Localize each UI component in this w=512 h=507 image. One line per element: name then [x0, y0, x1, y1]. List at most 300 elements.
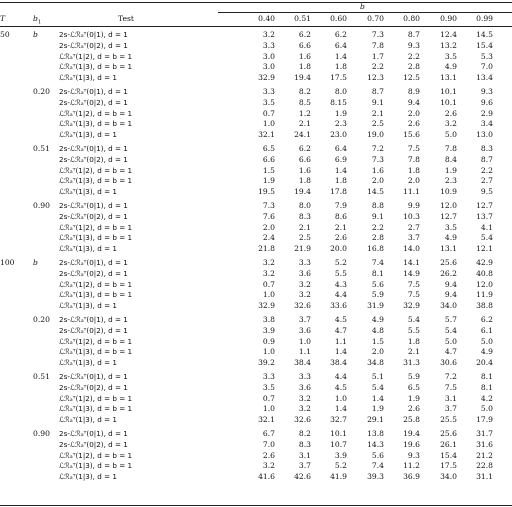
cell-value: 2.0: [371, 347, 384, 357]
cell-value: 1.9: [262, 176, 275, 186]
cell-value: 3.0: [262, 51, 275, 61]
cell-value: 12.5: [403, 73, 420, 83]
cell-value: 20.4: [476, 358, 493, 368]
cell-value: 38.4: [294, 358, 311, 368]
cell-value: 7.9: [334, 201, 347, 210]
cell-value: 8.1: [480, 372, 493, 381]
cell-value: 1.6: [371, 165, 384, 175]
cell-value: 3.2: [298, 279, 311, 289]
cell-value: 3.7: [298, 461, 311, 471]
cell-value: 23.0: [330, 130, 347, 140]
cell-value: 32.7: [330, 415, 347, 425]
cell-value: 8.9: [407, 87, 420, 96]
table-row: [0, 244, 512, 254]
cell-value: 4.5: [334, 382, 347, 392]
cell-value: 34.8: [367, 358, 384, 368]
cell-test: ℒℛₐᵀ(1|3), d = b = 1: [59, 461, 133, 471]
cell-value: 8.0: [298, 201, 311, 210]
cell-value: 12.1: [476, 244, 493, 254]
cell-value: 12.0: [476, 279, 493, 289]
cell-value: 5.9: [371, 290, 384, 300]
cell-value: 8.15: [330, 97, 347, 107]
cell-value: 1.0: [334, 393, 347, 403]
cell-value: 14.9: [403, 268, 420, 278]
cell-value: 9.4: [444, 279, 457, 289]
cell-value: 19.0: [367, 130, 384, 140]
cell-value: 1.8: [298, 62, 311, 72]
cell-value: 5.0: [444, 336, 457, 346]
cell-value: 2.0: [407, 176, 420, 186]
cell-value: 3.2: [262, 258, 275, 267]
cell-value: 3.2: [262, 461, 275, 471]
cell-value: 4.2: [480, 393, 493, 403]
table-row: [0, 429, 512, 439]
cell-test: ℒℛₐᵀ(1|3), d = b = 1: [59, 119, 133, 129]
table-row: [0, 52, 512, 62]
table-row: [0, 233, 512, 243]
table-row: [0, 472, 512, 482]
cell-value: 6.5: [407, 382, 420, 392]
cell-test: 2s-ℒℛₐᵀ(0|1), d = 1: [59, 315, 128, 324]
cell-value: 32.6: [294, 415, 311, 425]
cell-value: 12.4: [440, 30, 457, 39]
cell-value: 13.7: [476, 211, 493, 221]
cell-value: 5.4: [444, 325, 457, 335]
cell-test: 2s-ℒℛₐᵀ(0|1), d = 1: [59, 201, 128, 210]
cell-test: ℒℛₐᵀ(1|3), d = 1: [59, 244, 117, 254]
cell-value: 7.5: [407, 290, 420, 300]
cell-value: 3.5: [444, 222, 457, 232]
cell-value: 2.6: [334, 233, 347, 243]
cell-value: 2.2: [371, 222, 384, 232]
cell-value: 1.9: [407, 393, 420, 403]
cell-value: 4.3: [334, 279, 347, 289]
cell-value: 19.5: [258, 187, 275, 197]
cell-value: 1.4: [334, 404, 347, 414]
cell-value: 7.3: [371, 154, 384, 164]
cell-value: 16.8: [367, 244, 384, 254]
cell-value: 17.5: [330, 73, 347, 83]
cell-value: 7.8: [371, 40, 384, 50]
cell-test: 2s-ℒℛₐᵀ(0|2), d = 1: [59, 154, 128, 164]
cell-value: 10.1: [440, 87, 457, 96]
cell-value: 10.3: [403, 211, 420, 221]
cell-value: 40.8: [476, 268, 493, 278]
cell-value: 14.3: [367, 439, 384, 449]
cell-value: 2.2: [480, 165, 493, 175]
cell-test: ℒℛₐᵀ(1|2), d = b = 1: [59, 450, 133, 460]
cell-value: 1.0: [298, 336, 311, 346]
cell-value: 42.6: [294, 472, 311, 482]
cell-value: 31.7: [476, 429, 493, 438]
cell-value: 6.5: [262, 144, 275, 153]
cell-value: 14.5: [367, 187, 384, 197]
cell-value: 12.7: [440, 211, 457, 221]
cell-value: 1.8: [407, 336, 420, 346]
cell-value: 2.6: [407, 404, 420, 414]
table-row: [0, 383, 512, 393]
top-rule: [0, 2, 512, 3]
cell-value: 1.8: [334, 176, 347, 186]
cell-value: 1.1: [298, 347, 311, 357]
cell-value: 4.4: [334, 290, 347, 300]
cell-test: 2s-ℒℛₐᵀ(0|2), d = 1: [59, 211, 128, 221]
cell-value: 2.5: [298, 233, 311, 243]
cell-value: 2.0: [371, 176, 384, 186]
cell-value: 17.9: [476, 415, 493, 425]
col-header-b1: $b_1$: [33, 14, 42, 26]
cell-value: 7.4: [371, 461, 384, 471]
cell-value: 8.3: [298, 439, 311, 449]
cell-value: 1.9: [444, 165, 457, 175]
table-row: [0, 98, 512, 108]
cell-value: 7.8: [444, 144, 457, 153]
cell-value: 32.6: [294, 301, 311, 311]
cell-value: 2.5: [371, 119, 384, 129]
cell-value: 3.1: [298, 450, 311, 460]
cell-value: 42.9: [476, 258, 493, 267]
cell-value: 7.8: [407, 154, 420, 164]
cell-value: 3.3: [262, 372, 275, 381]
cell-test: ℒℛₐᵀ(1|2), d = b = 1: [59, 393, 133, 403]
cell-value: 2.1: [298, 222, 311, 232]
table-row: [0, 212, 512, 222]
cell-value: 1.8: [298, 176, 311, 186]
cell-value: 2.0: [407, 108, 420, 118]
cell-test: ℒℛₐᵀ(1|2), d = b = 1: [59, 222, 133, 232]
table-row: [0, 201, 512, 211]
cell-value: 26.2: [440, 268, 457, 278]
table-row: [0, 73, 512, 83]
cell-value: 2.7: [480, 176, 493, 186]
cell-value: 1.6: [298, 165, 311, 175]
cell-value: 1.6: [298, 51, 311, 61]
cell-value: 3.9: [262, 325, 275, 335]
table-row: [0, 290, 512, 300]
cell-value: 5.0: [480, 336, 493, 346]
cell-value: 9.9: [407, 201, 420, 210]
cell-value: 0.9: [262, 336, 275, 346]
table-row: [0, 30, 512, 40]
cell-value: 14.0: [403, 244, 420, 254]
cell-value: 7.3: [262, 201, 275, 210]
cell-value: 3.8: [262, 315, 275, 324]
cell-value: 2.2: [371, 62, 384, 72]
cell-value: 2.1: [371, 108, 384, 118]
cell-test: ℒℛₐᵀ(1|2), d = b = 1: [59, 279, 133, 289]
cell-value: 32.9: [403, 301, 420, 311]
cell-value: 2.8: [407, 62, 420, 72]
cell-value: 5.2: [334, 461, 347, 471]
cell-value: 13.0: [476, 130, 493, 140]
cell-test: 2s-ℒℛₐᵀ(0|1), d = 1: [59, 372, 128, 381]
cell-test: 2s-ℒℛₐᵀ(0|2), d = 1: [59, 97, 128, 107]
cell-value: 8.3: [480, 144, 493, 153]
cell-value: 7.2: [444, 372, 457, 381]
cell-test: ℒℛₐᵀ(1|3), d = b = 1: [59, 176, 133, 186]
cell-value: 2.3: [334, 119, 347, 129]
cell-value: 15.4: [440, 450, 457, 460]
cell-value: 15.4: [476, 40, 493, 50]
cell-value: 12.0: [440, 201, 457, 210]
cell-value: 1.4: [334, 51, 347, 61]
cell-value: 2.6: [407, 119, 420, 129]
cell-value: 32.1: [258, 415, 275, 425]
col-header-test: Test: [118, 14, 134, 23]
cell-value: 3.1: [444, 393, 457, 403]
table-row: [0, 155, 512, 165]
cell-test: ℒℛₐᵀ(1|3), d = 1: [59, 301, 117, 311]
cell-value: 25.6: [440, 258, 457, 267]
cell-value: 25.5: [440, 415, 457, 425]
cell-test: ℒℛₐᵀ(1|3), d = b = 1: [59, 347, 133, 357]
cell-value: 9.1: [371, 97, 384, 107]
group-rule: [218, 12, 512, 13]
cell-value: 1.4: [371, 393, 384, 403]
cell-test: 2s-ℒℛₐᵀ(0|2), d = 1: [59, 325, 128, 335]
table-row: [0, 62, 512, 72]
cell-test: ℒℛₐᵀ(1|3), d = b = 1: [59, 404, 133, 414]
cell-value: 1.0: [262, 290, 275, 300]
cell-value: 13.8: [367, 429, 384, 438]
cell-value: 39.3: [367, 472, 384, 482]
cell-value: 13.4: [476, 73, 493, 83]
cell-value: 17.8: [330, 187, 347, 197]
table-row: [0, 144, 512, 154]
table-row: [0, 119, 512, 129]
header-rule: [0, 26, 512, 27]
table-row: [0, 130, 512, 140]
cell-value: 3.7: [444, 404, 457, 414]
cell-test: ℒℛₐᵀ(1|2), d = b = 1: [59, 165, 133, 175]
cell-value: 4.7: [334, 325, 347, 335]
col-header-b-1: 0.51: [294, 14, 311, 23]
table-row: [0, 326, 512, 336]
cell-value: 6.2: [480, 315, 493, 324]
col-header-b-0: 0.40: [258, 14, 275, 23]
cell-value: 13.2: [440, 40, 457, 50]
table-row: [0, 166, 512, 176]
cell-b1: b: [33, 258, 38, 267]
table-row: [0, 404, 512, 414]
cell-b1: 0.20: [33, 87, 50, 96]
cell-value: 8.6: [334, 211, 347, 221]
cell-value: 2.1: [298, 119, 311, 129]
cell-value: 19.4: [294, 187, 311, 197]
cell-value: 19.6: [403, 439, 420, 449]
cell-value: 1.8: [407, 165, 420, 175]
cell-value: 2.8: [371, 233, 384, 243]
col-header-b-3: 0.70: [367, 14, 384, 23]
cell-value: 3.2: [298, 290, 311, 300]
cell-test: ℒℛₐᵀ(1|3), d = b = 1: [59, 62, 133, 72]
cell-value: 5.2: [334, 258, 347, 267]
cell-test: ℒℛₐᵀ(1|3), d = 1: [59, 472, 117, 482]
col-header-b-5: 0.90: [440, 14, 457, 23]
cell-test: ℒℛₐᵀ(1|3), d = 1: [59, 358, 117, 368]
cell-value: 39.2: [258, 358, 275, 368]
table-row: [0, 258, 512, 268]
table-row: [0, 394, 512, 404]
cell-value: 4.9: [480, 347, 493, 357]
cell-value: 4.9: [444, 233, 457, 243]
cell-value: 5.4: [407, 315, 420, 324]
cell-value: 10.1: [330, 429, 347, 438]
cell-value: 6.6: [298, 154, 311, 164]
cell-value: 5.0: [444, 130, 457, 140]
cell-value: 10.7: [330, 439, 347, 449]
table-row: [0, 41, 512, 51]
table-row: [0, 347, 512, 357]
cell-b1: 0.20: [33, 315, 50, 324]
cell-value: 2.4: [262, 233, 275, 243]
cell-value: 9.5: [480, 187, 493, 197]
cell-value: 7.5: [444, 382, 457, 392]
table-row: [0, 109, 512, 119]
cell-value: 3.6: [298, 382, 311, 392]
cell-value: 3.7: [298, 315, 311, 324]
cell-value: 3.3: [262, 40, 275, 50]
cell-value: 1.4: [334, 165, 347, 175]
bottom-rule: [0, 505, 512, 506]
cell-value: 31.6: [476, 439, 493, 449]
cell-value: 9.6: [480, 97, 493, 107]
table-row: [0, 451, 512, 461]
cell-value: 6.1: [480, 325, 493, 335]
cell-value: 3.2: [262, 30, 275, 39]
cell-value: 8.7: [480, 154, 493, 164]
cell-value: 29.1: [367, 415, 384, 425]
cell-value: 5.5: [407, 325, 420, 335]
cell-value: 1.2: [298, 108, 311, 118]
cell-value: 2.1: [334, 222, 347, 232]
cell-value: 3.2: [298, 393, 311, 403]
table-row: [0, 301, 512, 311]
cell-value: 6.7: [262, 429, 275, 438]
table-row: [0, 415, 512, 425]
cell-value: 5.7: [444, 315, 457, 324]
cell-value: 6.2: [298, 30, 311, 39]
cell-value: 38.8: [476, 301, 493, 311]
cell-value: 3.3: [298, 258, 311, 267]
cell-value: 3.5: [262, 382, 275, 392]
cell-value: 2.9: [480, 108, 493, 118]
cell-value: 15.6: [403, 130, 420, 140]
cell-value: 6.6: [262, 154, 275, 164]
cell-value: 20.0: [330, 244, 347, 254]
cell-test: 2s-ℒℛₐᵀ(0|2), d = 1: [59, 439, 128, 449]
cell-value: 12.7: [476, 201, 493, 210]
cell-value: 3.5: [262, 97, 275, 107]
cell-value: 2.6: [444, 108, 457, 118]
cell-value: 24.1: [294, 130, 311, 140]
cell-b1: 0.51: [33, 144, 50, 153]
cell-value: 3.7: [407, 233, 420, 243]
cell-value: 19.4: [403, 429, 420, 438]
cell-value: 21.8: [258, 244, 275, 254]
cell-value: 21.9: [294, 244, 311, 254]
cell-value: 9.1: [371, 211, 384, 221]
cell-value: 8.4: [444, 154, 457, 164]
cell-value: 6.4: [334, 40, 347, 50]
cell-value: 36.9: [403, 472, 420, 482]
cell-value: 41.6: [258, 472, 275, 482]
col-header-b-2: 0.60: [330, 14, 347, 23]
cell-value: 6.4: [334, 144, 347, 153]
table-row: [0, 315, 512, 325]
cell-test: ℒℛₐᵀ(1|2), d = b = 1: [59, 336, 133, 346]
cell-value: 4.5: [334, 315, 347, 324]
cell-test: 2s-ℒℛₐᵀ(0|1), d = 1: [59, 429, 128, 438]
cell-value: 2.3: [444, 176, 457, 186]
cell-value: 8.7: [371, 87, 384, 96]
cell-value: 6.2: [298, 144, 311, 153]
cell-value: 30.6: [440, 358, 457, 368]
cell-value: 6.2: [334, 30, 347, 39]
cell-value: 7.6: [262, 211, 275, 221]
group-header-b: b: [360, 2, 365, 11]
cell-value: 26.1: [440, 439, 457, 449]
cell-test: 2s-ℒℛₐᵀ(0|1), d = 1: [59, 258, 128, 267]
cell-value: 0.7: [262, 279, 275, 289]
cell-value: 8.8: [371, 201, 384, 210]
cell-value: 17.5: [440, 461, 457, 471]
cell-value: 9.4: [407, 97, 420, 107]
cell-value: 1.7: [371, 51, 384, 61]
cell-value: 9.3: [407, 40, 420, 50]
cell-value: 41.9: [330, 472, 347, 482]
cell-test: ℒℛₐᵀ(1|3), d = 1: [59, 415, 117, 425]
cell-b1: 0.51: [33, 372, 50, 381]
cell-value: 19.4: [294, 73, 311, 83]
cell-value: 1.0: [262, 119, 275, 129]
cell-value: 5.0: [480, 404, 493, 414]
cell-value: 38.4: [330, 358, 347, 368]
cell-value: 5.6: [371, 279, 384, 289]
cell-value: 32.9: [258, 301, 275, 311]
cell-b1: 0.90: [33, 201, 50, 210]
cell-test: ℒℛₐᵀ(1|3), d = b = 1: [59, 290, 133, 300]
cell-value: 33.6: [330, 301, 347, 311]
cell-test: 2s-ℒℛₐᵀ(0|2), d = 1: [59, 40, 128, 50]
cell-value: 34.0: [440, 472, 457, 482]
cell-test: ℒℛₐᵀ(1|3), d = 1: [59, 187, 117, 197]
cell-value: 1.5: [262, 165, 275, 175]
cell-value: 3.2: [262, 268, 275, 278]
table-row: [0, 440, 512, 450]
cell-value: 25.6: [440, 429, 457, 438]
cell-value: 4.7: [444, 347, 457, 357]
cell-value: 14.5: [476, 30, 493, 39]
cell-value: 1.0: [262, 347, 275, 357]
col-header-T: T: [0, 14, 6, 23]
cell-value: 1.9: [371, 404, 384, 414]
cell-value: 31.1: [476, 472, 493, 482]
cell-value: 3.6: [298, 325, 311, 335]
cell-value: 9.3: [407, 450, 420, 460]
cell-value: 12.3: [367, 73, 384, 83]
cell-value: 3.3: [262, 87, 275, 96]
cell-value: 32.1: [258, 130, 275, 140]
cell-value: 8.2: [298, 87, 311, 96]
table-row: [0, 358, 512, 368]
cell-value: 11.2: [403, 461, 420, 471]
cell-value: 5.4: [371, 382, 384, 392]
cell-T: 50: [0, 30, 10, 39]
cell-test: 2s-ℒℛₐᵀ(0|1), d = 1: [59, 30, 128, 39]
cell-value: 9.4: [444, 290, 457, 300]
table-row: [0, 187, 512, 197]
